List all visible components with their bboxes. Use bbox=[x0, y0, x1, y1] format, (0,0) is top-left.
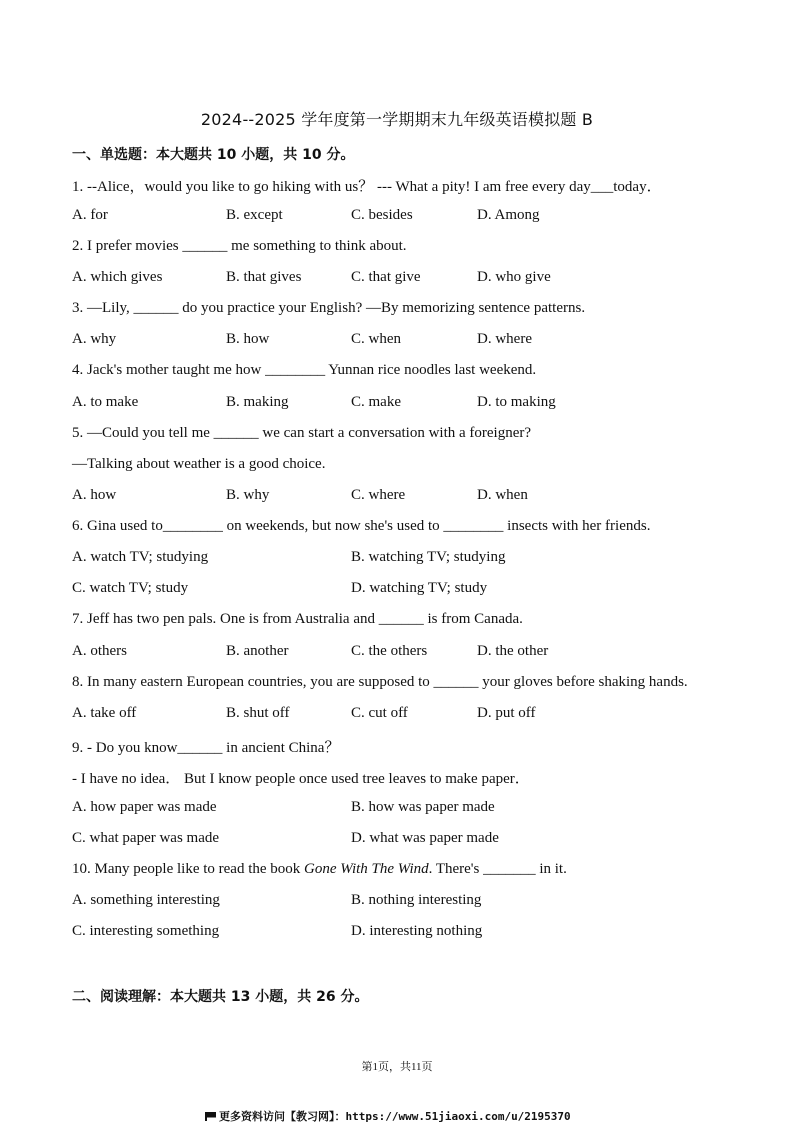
question-4-option-b: B. making bbox=[226, 394, 289, 410]
question-9-stem-line-2: - I have no idea． But I know people once used tree leaves to make paper． bbox=[72, 771, 530, 787]
question-9-option-b: B. how was paper made bbox=[351, 799, 495, 815]
question-2-option-b: B. that gives bbox=[226, 269, 302, 285]
question-9-option-d: D. what was paper made bbox=[351, 830, 499, 846]
question-7-option-b: B. another bbox=[226, 643, 289, 659]
page-title: 2024--2025 学年度第一学期期末九年级英语模拟题 B bbox=[200, 110, 594, 129]
question-9-stem: 9. - Do you know______ in ancient China？ bbox=[72, 740, 340, 756]
question-1-option-b: B. except bbox=[226, 207, 283, 223]
question-8-option-d: D. put off bbox=[477, 705, 536, 721]
question-3-option-c: C. when bbox=[351, 331, 401, 347]
question-5-stem-line-2: —Talking about weather is a good choice. bbox=[72, 456, 326, 472]
question-3-option-b: B. how bbox=[226, 331, 270, 347]
question-5-option-c: C. where bbox=[351, 487, 406, 503]
question-1-stem: 1. --Alice，would you like to go hiking with us？ --- What a pity! I am free every day___today． bbox=[72, 179, 662, 195]
question-10-suffix: . There's _______ in it. bbox=[428, 861, 567, 877]
question-2-option-d: D. who give bbox=[477, 269, 551, 285]
question-1-option-c: C. besides bbox=[351, 207, 413, 223]
source-banner[interactable] bbox=[205, 1108, 571, 1124]
question-4-stem: 4. Jack's mother taught me how ________ Yunnan rice noodles last weekend. bbox=[72, 362, 537, 378]
question-7-option-d: D. the other bbox=[477, 643, 549, 659]
question-1-option-d: D. Among bbox=[477, 207, 540, 223]
section-heading-2: 二、阅读理解：本大题共 13 小题，共 26 分。 bbox=[72, 989, 369, 1005]
question-10-option-b: B. nothing interesting bbox=[351, 892, 482, 908]
flag-icon bbox=[205, 1112, 216, 1121]
question-5-stem: 5. —Could you tell me ______ we can start a conversation with a foreigner? bbox=[72, 425, 532, 441]
question-3-option-d: D. where bbox=[477, 331, 532, 347]
page-number: 第1页，共11页 bbox=[361, 1061, 433, 1073]
section-heading-1: 一、单选题：本大题共 10 小题，共 10 分。 bbox=[72, 147, 355, 163]
question-8-option-b: B. shut off bbox=[226, 705, 290, 721]
question-3-option-a: A. why bbox=[72, 331, 117, 347]
question-3-stem: 3. —Lily, ______ do you practice your English? —By memorizing sentence patterns. bbox=[72, 300, 586, 316]
question-10-stem bbox=[72, 861, 567, 878]
question-10-prefix: 10. Many people like to read the book bbox=[72, 861, 305, 877]
source-banner-text: 更多资料访问【教习网】：https://www.51jiaoxi.com/u/2195370 bbox=[219, 1110, 571, 1123]
question-2-option-a: A. which gives bbox=[72, 269, 163, 285]
question-6-option-a: A. watch TV; studying bbox=[72, 549, 209, 565]
question-8-option-c: C. cut off bbox=[351, 705, 408, 721]
question-4-option-d: D. to making bbox=[477, 394, 556, 410]
question-9-option-c: C. what paper was made bbox=[72, 830, 220, 846]
question-7-option-c: C. the others bbox=[351, 643, 428, 659]
question-10-option-d: D. interesting nothing bbox=[351, 923, 483, 939]
question-7-option-a: A. others bbox=[72, 643, 127, 659]
question-1-option-a: A. for bbox=[72, 207, 108, 223]
question-8-stem: 8. In many eastern European countries, you are supposed to ______ your gloves before shaking hands. bbox=[72, 674, 688, 690]
question-5-option-a: A. how bbox=[72, 487, 117, 503]
question-6-option-d: D. watching TV; study bbox=[351, 580, 488, 596]
question-6-stem: 6. Gina used to________ on weekends, but now she's used to ________ insects with her friends. bbox=[72, 518, 651, 534]
book-title: Gone With The Wind bbox=[304, 861, 429, 877]
question-5-option-d: D. when bbox=[477, 487, 528, 503]
question-2-option-c: C. that give bbox=[351, 269, 421, 285]
question-5-option-b: B. why bbox=[226, 487, 270, 503]
question-6-option-c: C. watch TV; study bbox=[72, 580, 189, 596]
question-8-option-a: A. take off bbox=[72, 705, 137, 721]
question-9-option-a: A. how paper was made bbox=[72, 799, 217, 815]
question-4-option-a: A. to make bbox=[72, 394, 139, 410]
question-6-option-b: B. watching TV; studying bbox=[351, 549, 506, 565]
question-2-stem: 2. I prefer movies ______ me something to think about. bbox=[72, 238, 407, 254]
question-10-option-c: C. interesting something bbox=[72, 923, 220, 939]
question-4-option-c: C. make bbox=[351, 394, 401, 410]
question-10-option-a: A. something interesting bbox=[72, 892, 220, 908]
question-7-stem: 7. Jeff has two pen pals. One is from Australia and ______ is from Canada. bbox=[72, 611, 523, 627]
